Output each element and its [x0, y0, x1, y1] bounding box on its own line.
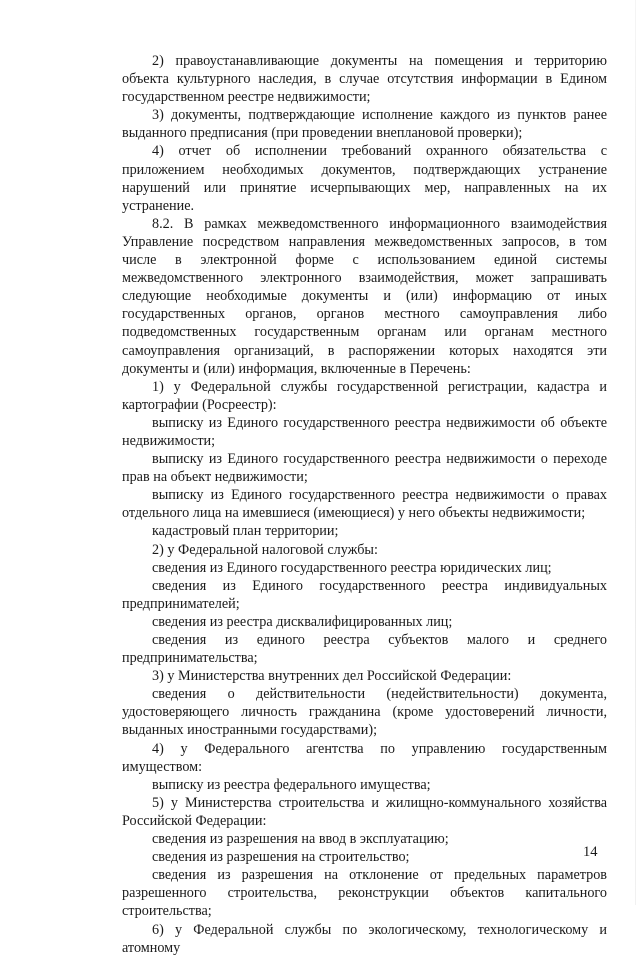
paragraph: выписку из Единого государственного реестра недвижимости об объекте недвижимости;: [122, 414, 607, 449]
paragraph: сведения из единого реестра субъектов малого и среднего предпринимательства;: [122, 632, 607, 667]
paragraph: 2) у Федеральной налоговой службы:: [152, 541, 378, 558]
paragraph: 4) у Федерального агентства по управлению государственным имуществом:: [122, 740, 607, 775]
paragraph: кадастровый план территории;: [152, 523, 339, 540]
paragraph: 8.2. В рамках межведомственного информационного взаимодействия Управление посредством направления межведомственных запросов, в том числе в электронной форме с использованием единой системы межведомственного электронного взаимодействия, может запрашивать следующие необходимые документы и (или) информацию от иных государственных органов, органов местного самоуправления либо подведомственных государственным органам или органам местного самоуправления организаций, в распоряжении которых находятся эти документы и (или) информация, включенные в Перечень:: [122, 215, 607, 377]
paragraph: 4) отчет об исполнении требований охранного обязательства с приложением необходимых документов, подтверждающих устранение нарушений или принятие исчерпывающих мер, направленных на их устранение.: [122, 143, 607, 214]
scan-edge-mark: [635, 0, 636, 905]
paragraph: сведения из Единого государственного реестра индивидуальных предпринимателей;: [122, 577, 607, 612]
paragraph: сведения из разрешения на строительство;: [152, 849, 410, 866]
document-body: [122, 52, 607, 957]
paragraph: 3) документы, подтверждающие исполнение каждого из пунктов ранее выданного предписания (при проведении внеплановой проверки);: [122, 107, 607, 142]
paragraph: выписку из Единого государственного реестра недвижимости о правах отдельного лица на имевшиеся (имеющиеся) у него объекты недвижимости;: [122, 487, 607, 522]
paragraph: 3) у Министерства внутренних дел Российской Федерации:: [152, 668, 512, 685]
paragraph: сведения из разрешения на ввод в эксплуатацию;: [152, 831, 449, 848]
paragraph: сведения о действительности (недействительности) документа, удостоверяющего личность гражданина (кроме удостоверений личности, выданных иностранными государствами);: [122, 686, 607, 739]
paragraph: выписку из Единого государственного реестра недвижимости о переходе прав на объект недвижимости;: [122, 451, 607, 486]
paragraph: 5) у Министерства строительства и жилищно-коммунального хозяйства Российской Федерации:: [122, 794, 607, 829]
paragraph: 6) у Федеральной службы по экологическому, технологическому и атомному: [122, 921, 607, 956]
paragraph: выписку из реестра федерального имущества;: [152, 776, 431, 793]
paragraph: сведения из Единого государственного реестра юридических лиц;: [152, 559, 552, 576]
paragraph: 2) правоустанавливающие документы на помещения и территорию объекта культурного наследия, в случае отсутствия информации в Едином государственном реестре недвижимости;: [122, 53, 607, 106]
page-number: 14: [583, 844, 598, 860]
paragraph: сведения из разрешения на отклонение от предельных параметров разрешенного строительства, реконструкции объектов капитального строительства;: [122, 867, 607, 920]
paragraph: сведения из реестра дисквалифицированных лиц;: [152, 613, 453, 630]
paragraph: 1) у Федеральной службы государственной регистрации, кадастра и картографии (Росреестр):: [122, 378, 607, 413]
